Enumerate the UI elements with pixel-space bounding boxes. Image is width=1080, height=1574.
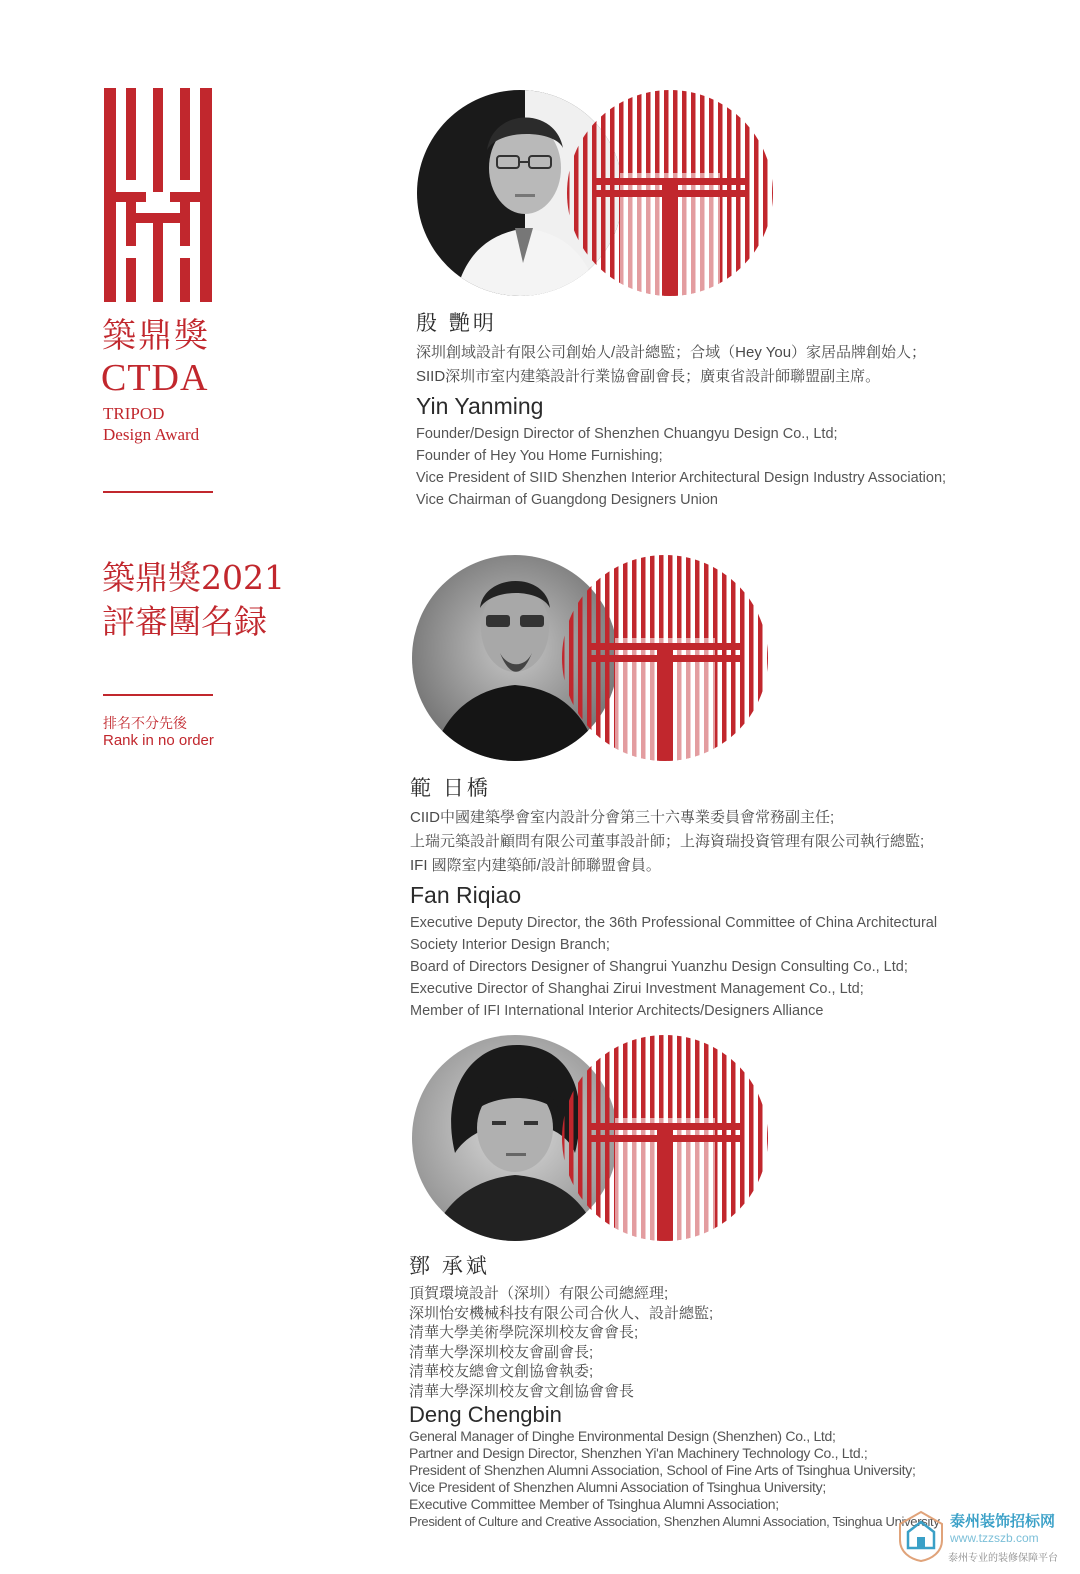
bio-en-line: Vice President of Shenzhen Alumni Association of Tsinghua University; xyxy=(409,1479,826,1495)
bio-en-line: Partner and Design Director, Shenzhen Yi'an Machinery Technology Co., Ltd.; xyxy=(409,1445,868,1461)
bio-en-line: Executive Deputy Director, the 36th Professional Committee of China Architectural xyxy=(410,915,938,931)
bio-cn-line: 頂賀環境設計（深圳）有限公司總經理; xyxy=(409,1285,669,1302)
tripod-logo-mark xyxy=(104,88,212,302)
bio-cn-line: 深圳創域設計有限公司創始人/設計總監；合域（Hey You）家居品牌創始人； xyxy=(416,344,927,361)
member-bio-cn xyxy=(410,806,1020,878)
bio-en-line: Founder of Hey You Home Furnishing; xyxy=(416,448,663,464)
brand-name-en-line1: TRIPOD xyxy=(103,404,165,423)
bio-en-line: Vice President of SIID Shenzhen Interior Architectural Design Industry Association; xyxy=(416,470,947,486)
divider xyxy=(103,694,213,696)
member-bio-en xyxy=(416,423,1016,511)
member-name-en: Yin Yanming xyxy=(416,393,544,419)
member-name-cn: 鄧 承斌 xyxy=(409,1255,490,1278)
divider xyxy=(103,491,213,493)
member-card xyxy=(416,311,1016,511)
brand-name-cn: 築鼎獎 xyxy=(102,316,210,356)
page-title-line2: 評審團名録 xyxy=(102,602,267,641)
brand-name-en-line2: Design Award xyxy=(103,425,200,444)
member-bio-cn xyxy=(416,341,1016,389)
member-portrait-graphic xyxy=(410,553,780,768)
watermark-title: 泰州装饰招标网 xyxy=(950,1513,1056,1530)
order-note-cn: 排名不分先後 xyxy=(103,715,187,731)
page-title-line1: 築鼎獎2021 xyxy=(102,558,285,597)
bio-en-line: Board of Directors Designer of Shangrui Yuanzhu Design Consulting Co., Ltd; xyxy=(410,959,908,975)
member-card xyxy=(410,776,1020,1022)
bio-cn-line: CIID中國建築學會室内設計分會第三十六專業委員會常務副主任; xyxy=(410,809,835,826)
watermark-subtitle: 泰州专业的装修保障平台 xyxy=(948,1553,1058,1564)
bio-en-line: Executive Committee Member of Tsinghua Alumni Association; xyxy=(409,1496,779,1512)
bio-en-line: President of Shenzhen Alumni Association, School of Fine Arts of Tsinghua University; xyxy=(409,1462,916,1478)
brand-abbreviation: CTDA xyxy=(101,357,209,399)
order-note-en: Rank in no order xyxy=(103,732,214,749)
bio-cn-line: 清華大學美術學院深圳校友會會長; xyxy=(409,1324,639,1341)
tripod-emblem-circle xyxy=(560,553,770,763)
member-name-en: Deng Chengbin xyxy=(409,1402,562,1427)
tripod-emblem-circle xyxy=(565,88,775,298)
site-watermark xyxy=(898,1508,1076,1570)
bio-en-line: Society Interior Design Branch; xyxy=(410,937,610,953)
member-bio-cn xyxy=(409,1284,1029,1401)
member-bio-en xyxy=(410,912,1020,1022)
member-name-cn: 殷 艷明 xyxy=(416,312,497,335)
bio-cn-line: 深圳怡安機械科技有限公司合伙人、設計總監; xyxy=(409,1304,714,1322)
brand-name-en xyxy=(103,403,199,445)
bio-en-line: President of Culture and Creative Association, Shenzhen Alumni Association, Tsinghua University xyxy=(409,1514,940,1529)
watermark-url: www.tzzszb.com xyxy=(950,1531,1039,1545)
bio-cn-line: IFI 國際室内建築師/設計師聯盟會員。 xyxy=(410,857,661,874)
bio-cn-line: 清華校友總會文創協會執委; xyxy=(409,1363,594,1380)
bio-en-line: Vice Chairman of Guangdong Designers Union xyxy=(416,492,718,508)
bio-en-line: General Manager of Dinghe Environmental Design (Shenzhen) Co., Ltd; xyxy=(409,1428,836,1444)
bio-en-line: Founder/Design Director of Shenzhen Chuangyu Design Co., Ltd; xyxy=(416,426,838,442)
member-portrait-graphic xyxy=(410,1033,780,1248)
house-shield-icon xyxy=(898,1510,944,1562)
bio-cn-line: 清華大學深圳校友會副會長; xyxy=(409,1343,594,1361)
member-portrait-graphic xyxy=(415,88,785,303)
member-name-cn: 範 日橋 xyxy=(410,777,491,800)
bio-cn-line: 上瑞元築設計顧問有限公司董事設計師；上海資瑞投資管理有限公司執行總監; xyxy=(410,833,925,850)
bio-cn-line: 清華大學深圳校友會文創協會會長 xyxy=(409,1382,635,1400)
tripod-emblem-circle xyxy=(560,1033,770,1243)
member-name-en: Fan Riqiao xyxy=(410,882,522,908)
bio-en-line: Executive Director of Shanghai Zirui Investment Management Co., Ltd; xyxy=(410,981,864,997)
bio-cn-line: SIID深圳市室内建築設計行業協會副會長；廣東省設計師聯盟副主席。 xyxy=(416,368,881,385)
member-card xyxy=(409,1254,1029,1530)
bio-en-line: Member of IFI International Interior Architects/Designers Alliance xyxy=(410,1003,824,1019)
